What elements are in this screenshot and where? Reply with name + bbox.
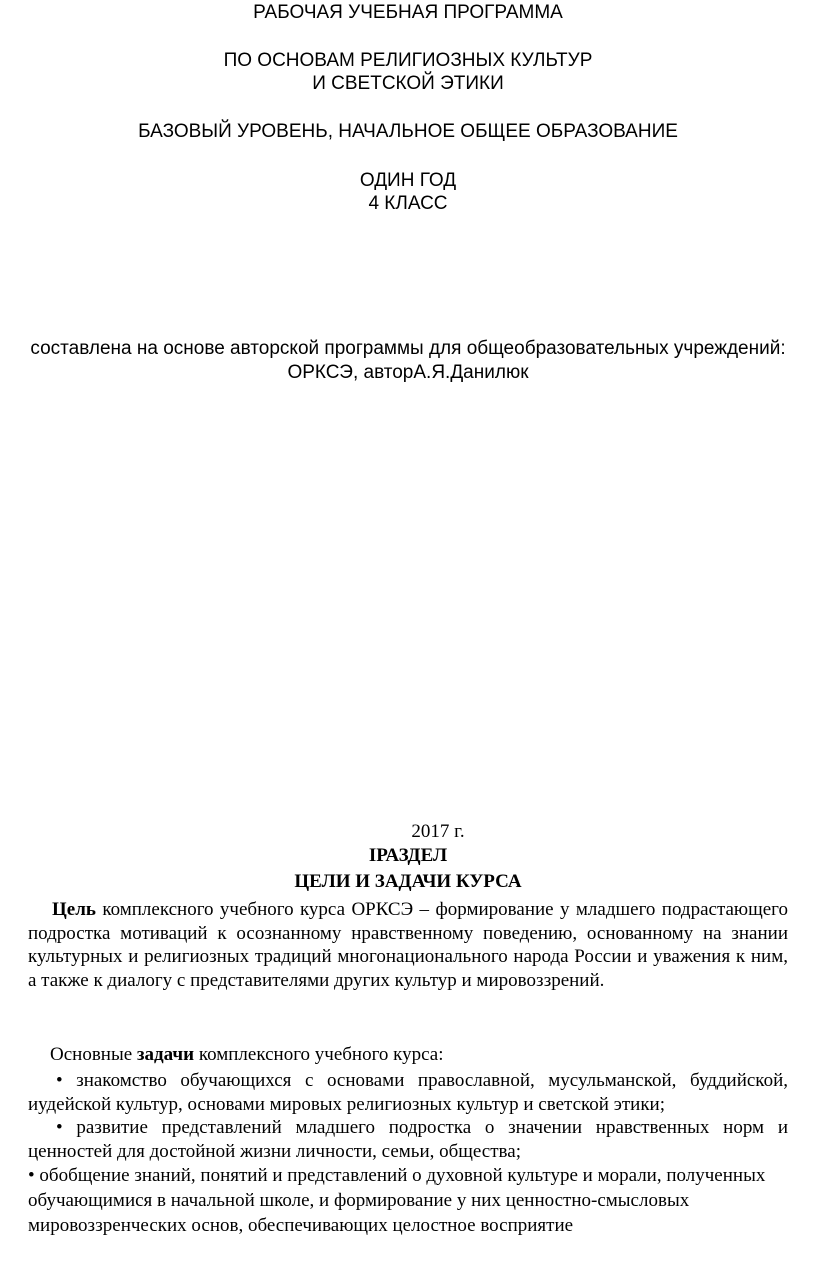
task-item-3: • обобщение знаний, понятий и представлений о духовной культуре и морали, полученных обучающимися в начальной школе, и формирование у них ценностно-смысловых мировоззренческих основ, обеспечивающих целостное восприятие <box>28 1165 766 1236</box>
title-line-2: ПО ОСНОВАМ РЕЛИГИОЗНЫХ КУЛЬТУР <box>223 50 593 71</box>
basis-line-1: составлена на основе авторской программы для общеобразовательных учреждений: <box>30 338 786 359</box>
year-label: 2017 г. <box>411 821 465 842</box>
section-heading: ЦЕЛИ И ЗАДАЧИ КУРСА <box>294 871 522 892</box>
title-line-3: И СВЕТСКОЙ ЭТИКИ <box>312 73 504 94</box>
section-number: IРАЗДЕЛ <box>368 845 448 866</box>
goal-text: комплексного учебного курса ОРКСЭ – формирование у младшего подрастающего подростка мотиваций к осознанному нравственному поведению, основанному на знании культурных и религиозных традиций многонационального народа России и уважения к ним, а также к диалогу с представителями других культур и мировоззрений. <box>28 899 788 991</box>
title-line-4: БАЗОВЫЙ УРОВЕНЬ, НАЧАЛЬНОЕ ОБЩЕЕ ОБРАЗОВАНИЕ <box>138 121 678 142</box>
tasks-label: задачи <box>136 1044 195 1065</box>
task-item-1: • знакомство обучающихся с основами православной, мусульманской, буддийской, иудейской культур, основами мировых религиозных культур и светской этики; <box>28 1070 788 1115</box>
goal-paragraph <box>28 898 788 992</box>
title-line-6: 4 КЛАСС <box>368 193 448 214</box>
tasks-prefix: Основные <box>50 1044 137 1065</box>
title-line-1: РАБОЧАЯ УЧЕБНАЯ ПРОГРАММА <box>253 2 563 23</box>
tasks-suffix: комплексного учебного курса: <box>194 1044 444 1065</box>
basis-line-2: ОРКСЭ, авторА.Я.Данилюк <box>287 362 529 383</box>
title-line-5: ОДИН ГОД <box>359 170 457 191</box>
task-item-2: • развитие представлений младшего подростка о значении нравственных норм и ценностей для достойной жизни личности, семьи, общества; <box>28 1117 788 1162</box>
goal-label: Цель <box>52 899 96 920</box>
tasks-intro <box>28 1043 788 1067</box>
